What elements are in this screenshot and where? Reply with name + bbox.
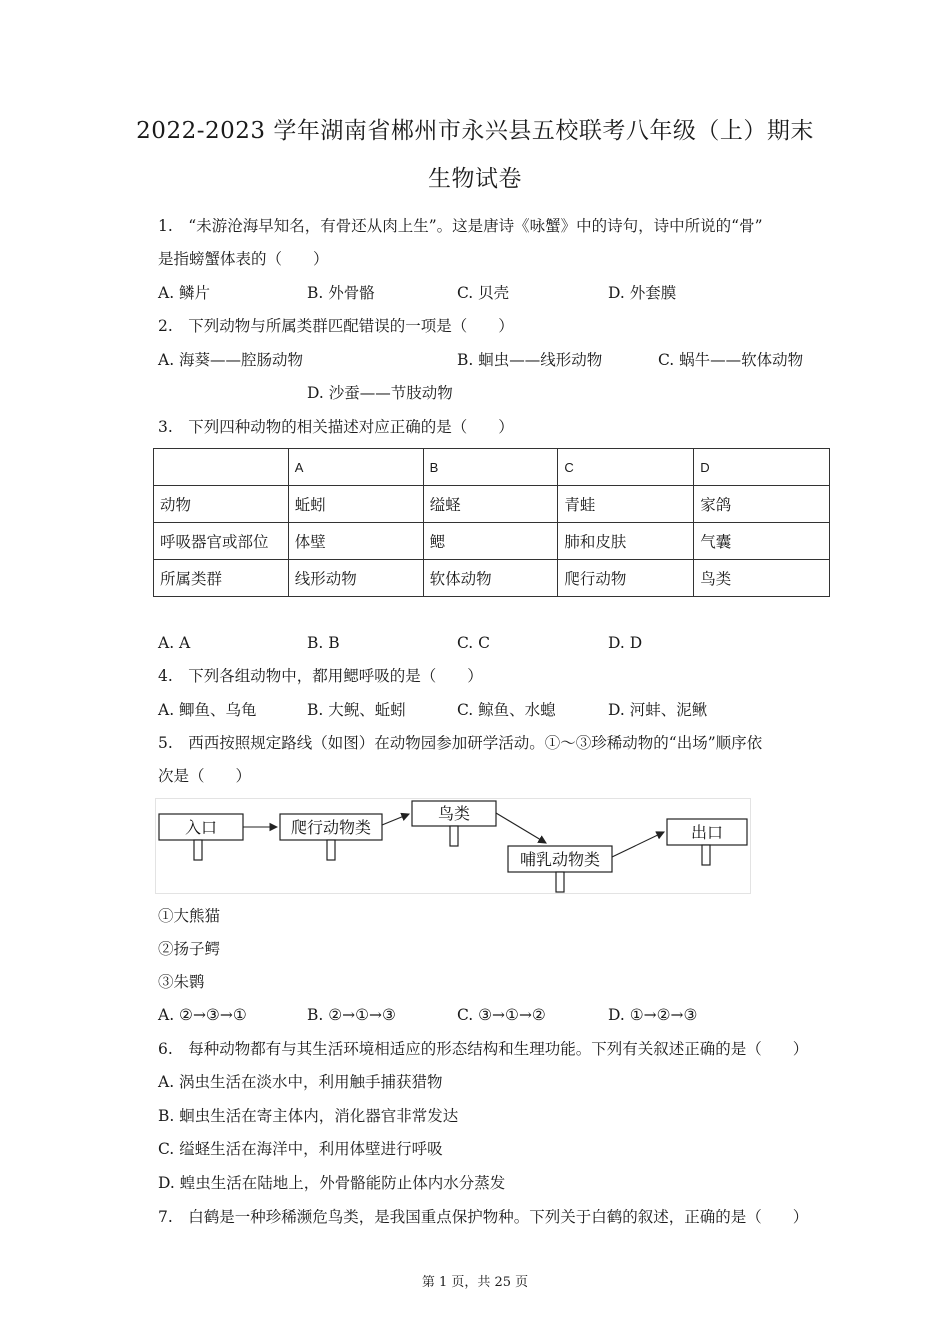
table-cell: 鳃 (423, 523, 558, 560)
q5-option-c: C. ③→①→② (457, 1006, 546, 1024)
table-cell: 鸟类 (694, 560, 830, 597)
sign-post (450, 826, 458, 846)
table-header-cell: B (423, 449, 558, 486)
q5-item-3: ③朱鹮 (158, 973, 205, 991)
q1-option-a: A. 鳞片 (158, 284, 211, 302)
q6-option-d: D. 蝗虫生活在陆地上，外骨骼能防止体内水分蒸发 (158, 1174, 506, 1192)
q4-option-b: B. 大鲵、蚯蚓 (307, 701, 406, 719)
q4-option-c: C. 鲸鱼、水螅 (457, 701, 556, 719)
page-footer: 第 1 页，共 25 页 (421, 1275, 529, 1290)
table-cell: 软体动物 (423, 560, 558, 597)
bird-label: 鸟类 (437, 806, 471, 823)
table-header-cell (154, 449, 289, 486)
table-cell: 家鸽 (694, 486, 830, 523)
table-header-cell: A (288, 449, 423, 486)
table-cell: 蚯蚓 (288, 486, 423, 523)
q2-option-b: B. 蛔虫——线形动物 (457, 351, 603, 369)
q5-option-b: B. ②→①→③ (307, 1006, 396, 1024)
route-arrow (382, 814, 409, 825)
page-title-line-2: 生物试卷 (428, 166, 522, 192)
q1-stem-line-2: 是指螃蟹体表的（ ） (158, 250, 329, 268)
sign-post (702, 845, 710, 865)
zoo-route-diagram (155, 798, 751, 894)
route-arrow (612, 832, 664, 857)
route-arrow (496, 813, 546, 843)
q1-option-b: B. 外骨骼 (307, 284, 375, 302)
q4-option-a: A. 鲫鱼、乌龟 (158, 701, 257, 719)
table-cell: 气囊 (694, 523, 830, 560)
q4-option-d: D. 河蚌、泥鳅 (608, 701, 708, 719)
table-cell: 线形动物 (288, 560, 423, 597)
table-cell: 青蛙 (558, 486, 694, 523)
q2-stem: 2. 下列动物与所属类群匹配错误的一项是（ ） (158, 317, 514, 335)
q4-stem: 4. 下列各组动物中，都用鳃呼吸的是（ ） (158, 667, 483, 685)
table-cell: 所属类群 (154, 560, 289, 597)
mammal-label: 哺乳动物类 (519, 852, 601, 869)
table-header-row (154, 449, 830, 486)
q5-item-2: ②扬子鳄 (158, 940, 221, 958)
q2-option-c: C. 蜗牛——软体动物 (658, 351, 804, 369)
sign-post (194, 840, 202, 860)
q3-option-b: B. B (307, 634, 340, 652)
q2-option-a: A. 海葵——腔肠动物 (158, 351, 304, 369)
q3-option-c: C. C (457, 634, 491, 652)
q5-stem-line-2: 次是（ ） (158, 767, 252, 785)
table-row (154, 486, 830, 523)
reptile-label: 爬行动物类 (290, 820, 372, 837)
q5-option-a: A. ②→③→① (158, 1006, 247, 1024)
q7-stem: 7. 白鹤是一种珍稀濒危鸟类，是我国重点保护物种。下列关于白鹤的叙述，正确的是（ ） (158, 1208, 809, 1226)
q1-stem-line-1: 1. “未游沧海早知名，有骨还从肉上生”。这是唐诗《咏蟹》中的诗句，诗中所说的“骨” (158, 217, 763, 235)
q3-table (153, 448, 830, 597)
entrance-label: 入口 (184, 820, 218, 837)
exit-label: 出口 (690, 825, 724, 842)
q6-option-c: C. 缢蛏生活在海洋中，利用体壁进行呼吸 (158, 1140, 443, 1158)
q3-option-d: D. D (608, 634, 643, 652)
q2-option-d: D. 沙蚕——节肢动物 (307, 384, 453, 402)
sign-post (556, 872, 564, 892)
q3-option-a: A. A (158, 634, 191, 652)
q1-option-d: D. 外套膜 (608, 284, 677, 302)
q5-item-1: ①大熊猫 (158, 907, 221, 925)
q6-option-b: B. 蛔虫生活在寄主体内，消化器官非常发达 (158, 1107, 459, 1125)
table-cell: 动物 (154, 486, 289, 523)
page-title-line-1: 2022-2023 学年湖南省郴州市永兴县五校联考八年级（上）期末 (136, 118, 814, 144)
q6-stem: 6. 每种动物都有与其生活环境相适应的形态结构和生理功能。下列有关叙述正确的是（ ） (158, 1040, 809, 1058)
q5-option-d: D. ①→②→③ (608, 1006, 698, 1024)
q5-stem-line-1: 5. 西西按照规定路线（如图）在动物园参加研学活动。①～③珍稀动物的“出场”顺序依 (158, 734, 763, 752)
table-header-cell: C (558, 449, 694, 486)
table-cell: 呼吸器官或部位 (154, 523, 289, 560)
table-row (154, 523, 830, 560)
sign-post (327, 840, 335, 860)
q6-option-a: A. 涡虫生活在淡水中，利用触手捕获猎物 (158, 1073, 443, 1091)
q1-option-c: C. 贝壳 (457, 284, 510, 302)
q3-stem: 3. 下列四种动物的相关描述对应正确的是（ ） (158, 418, 514, 436)
table-header-cell: D (694, 449, 830, 486)
table-cell: 爬行动物 (558, 560, 694, 597)
table-cell: 体壁 (288, 523, 423, 560)
table-cell: 肺和皮肤 (558, 523, 694, 560)
table-row (154, 560, 830, 597)
table-cell: 缢蛏 (423, 486, 558, 523)
